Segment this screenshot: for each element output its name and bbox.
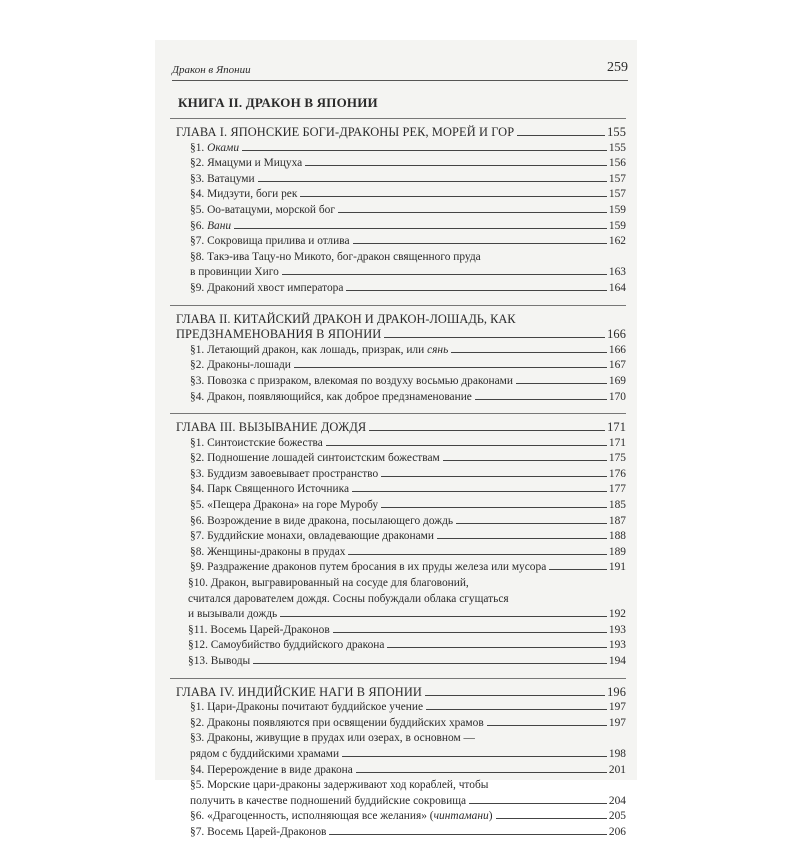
toc-entry: §4. Дракон, появляющийся, как доброе предзнаменование 170 [190, 390, 626, 403]
running-title: Дракон в Японии [172, 64, 251, 76]
toc-entry: §4. Парк Священного Источника 177 [190, 483, 626, 496]
table-of-contents [170, 118, 626, 841]
toc-entry: §2. Ямацуми и Мицуха 156 [190, 157, 626, 170]
toc-entry: §1. Синтоистские божества 171 [190, 436, 626, 449]
toc-entry-line: §8. Такэ-ива Тацу-но Микото, бог-дракон священного пруда [190, 250, 481, 263]
toc-entry: §1. Цари-Драконы почитают буддийское учение 197 [190, 701, 626, 714]
toc-entry-line: §3. Драконы, живущие в прудах или озерах, в основном — [190, 732, 475, 745]
toc-entry: §6. «Драгоценность, исполняющая все желания» (чинтамани) 205 [190, 810, 626, 823]
chapter-heading: ГЛАВА I. ЯПОНСКИЕ БОГИ-ДРАКОНЫ РЕК, МОРЕЙ И ГОР 155 [176, 125, 626, 139]
toc-entry-line: §10. Дракон, выгравированный на сосуде для благовоний, [188, 577, 469, 590]
toc-entry: §5. «Пещера Дракона» на горе Муробу 185 [190, 499, 626, 512]
toc-entry: §6. Вани 159 [190, 219, 626, 232]
toc-entry: §13. Выводы 194 [188, 655, 626, 667]
chapter-4 [170, 678, 626, 841]
toc-entry: §8. Женщины-драконы в прудах 189 [190, 545, 626, 558]
toc-entry: §1. Оками 155 [190, 141, 626, 154]
toc-entry: §6. Возрождение в виде дракона, посылающего дождь 187 [190, 514, 626, 527]
toc-entry: §9. Раздражение драконов путем бросания в их пруды железа или мусора 191 [190, 561, 626, 574]
toc-entry: §7. Буддийские монахи, овладевающие драконами 188 [190, 530, 626, 543]
toc-entry: §9. Драконий хвост императора 164 [190, 281, 626, 294]
toc-entry: §7. Восемь Царей-Драконов 206 [190, 825, 626, 838]
toc-entry-line: считался дарователем дождя. Сосны побуждали облака сгущаться [188, 592, 509, 605]
toc-entry: §1. Летающий дракон, как лошадь, призрак, или сянь 166 [190, 343, 626, 356]
toc-entry: в провинции Хиго 163 [190, 266, 626, 279]
chapter-2 [170, 305, 626, 406]
toc-entry: §4. Перерождение в виде дракона 201 [190, 763, 626, 776]
book-title: КНИГА II. ДРАКОН В ЯПОНИИ [178, 95, 378, 110]
toc-entry: §2. Подношение лошадей синтоистским божествам 175 [190, 452, 626, 465]
toc-entry: §3. Ватацуми 157 [190, 172, 626, 185]
toc-entry: получить в качестве подношений буддийские сокровища 204 [190, 794, 626, 807]
toc-entry: §2. Драконы-лошади 167 [190, 359, 626, 372]
chapter-heading: ГЛАВА IV. ИНДИЙСКИЕ НАГИ В ЯПОНИИ 196 [176, 684, 626, 699]
toc-entry: §4. Мидзути, боги рек 157 [190, 188, 626, 201]
chapter-1 [170, 118, 626, 297]
chapter-heading-line: ГЛАВА II. КИТАЙСКИЙ ДРАКОН И ДРАКОН-ЛОШАДЬ, КАК [176, 311, 516, 326]
toc-entry: рядом с буддийскими храмами 198 [190, 747, 626, 760]
chapter-heading: ПРЕДЗНАМЕНОВАНИЯ В ЯПОНИИ 166 [176, 327, 626, 342]
page-number: 259 [607, 60, 628, 75]
toc-entry: §12. Самоубийство буддийского дракона 193 [188, 639, 626, 652]
toc-entry: §5. Оо-ватацуми, морской бог 159 [190, 203, 626, 216]
chapter-3 [170, 413, 626, 670]
toc-entry: §3. Буддизм завоевывает пространство 176 [190, 467, 626, 480]
toc-entry: и вызывали дождь 192 [188, 608, 626, 621]
toc-entry: §2. Драконы появляются при освящении буддийских храмов 197 [190, 716, 626, 729]
toc-entry: §3. Повозка с призраком, влекомая по воздуху восьмью драконами 169 [190, 374, 626, 387]
toc-entry-line: §5. Морские цари-драконы задерживают ход кораблей, чтобы [190, 779, 489, 792]
running-head [172, 60, 628, 81]
toc-entry: §11. Восемь Царей-Драконов 193 [188, 623, 626, 636]
chapter-heading: ГЛАВА III. ВЫЗЫВАНИЕ ДОЖДЯ 171 [176, 420, 626, 435]
toc-entry: §7. Сокровища прилива и отлива 162 [190, 235, 626, 248]
